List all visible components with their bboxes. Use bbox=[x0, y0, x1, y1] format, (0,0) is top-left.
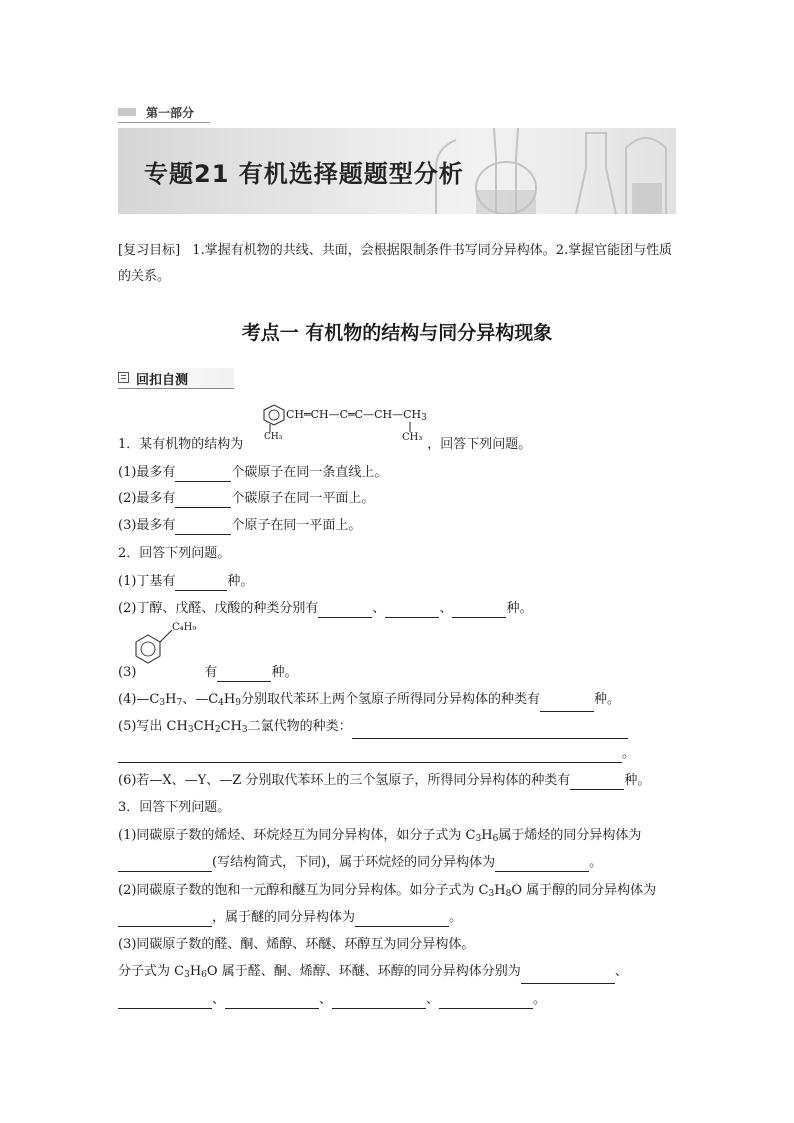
answer-blank[interactable] bbox=[540, 697, 594, 712]
subsection-tag bbox=[118, 368, 234, 389]
answer-blank[interactable] bbox=[352, 724, 628, 739]
subsection-title: 回扣自测 bbox=[136, 373, 189, 388]
q2-part6: (6)若—X、—Y、—Z 分别取代苯环上的三个氢原子，所得同分异构体的种类有 种。 bbox=[118, 773, 651, 788]
q1-part2: (2)最多有 个碳原子在同一平面上。 bbox=[118, 491, 375, 506]
answer-blank[interactable] bbox=[439, 994, 533, 1009]
q2-part3: (3) 有 种。 bbox=[118, 665, 298, 680]
section-title: 考点一 有机物的结构与同分异构现象 bbox=[241, 322, 553, 344]
answer-blank[interactable] bbox=[118, 748, 622, 763]
answer-blank[interactable] bbox=[521, 969, 615, 984]
main-chain-text: $CH═CH—C═C—CH—CH_3$ bbox=[286, 408, 427, 423]
q2-part4: $(4)—C_3H_7$、$—C_4H_9$分别取代苯环上两个氢原子所得同分异构体的种类有 种。 bbox=[118, 691, 620, 712]
review-goal bbox=[118, 238, 678, 290]
answer-blank[interactable] bbox=[217, 667, 271, 682]
answer-blank[interactable] bbox=[332, 994, 426, 1009]
q1-part1: (1)最多有 个碳原子在同一条直线上。 bbox=[118, 465, 388, 480]
q1-intro: 1．某有机物的结构为 ，回答下列问题。 bbox=[118, 437, 532, 452]
q3-part3: (3)同碳原子数的醛、酮、烯醇、环醚、环醇互为同分异构体。 bbox=[118, 937, 475, 952]
ring-ch3: CH₃ bbox=[264, 432, 283, 442]
list-icon bbox=[118, 372, 129, 383]
c4h9-label: C₄H₉ bbox=[172, 622, 197, 633]
goal-label: [复习目标] bbox=[118, 243, 181, 258]
q2-part5: (5)写出 $CH_3CH_2CH_3$二氯代物的种类： bbox=[118, 718, 628, 739]
q2-part1: (1)丁基有 种。 bbox=[118, 574, 254, 589]
q3-part3-b: 分子式为 $C_3H_6O$ 属于醛、酮、烯醇、环醚、环醇的同分异构体分别为 、 bbox=[118, 963, 628, 984]
answer-blank[interactable] bbox=[570, 775, 624, 790]
answer-blank[interactable] bbox=[118, 994, 212, 1009]
q2-intro: 2．回答下列问题。 bbox=[118, 546, 231, 561]
answer-blank[interactable] bbox=[385, 603, 439, 618]
topic-banner bbox=[118, 128, 676, 214]
answer-blank[interactable] bbox=[225, 994, 319, 1009]
answer-blank[interactable] bbox=[318, 603, 372, 618]
goal-text: 1.掌握有机物的共线、共面，会根据限制条件书写同分异构体。2.掌握官能团与性质的关系。 bbox=[118, 243, 673, 284]
branch-ch3: CH₃ bbox=[402, 432, 423, 443]
q2-part5-cont: 。 bbox=[118, 745, 635, 763]
answer-blank[interactable] bbox=[175, 493, 231, 508]
q3-part1: (1)同碳原子数的烯烃、环烷烃互为同分异构体，如分子式为 $C_3H_6$属于烯烃的同分异构体为 bbox=[118, 828, 642, 844]
answer-blank[interactable] bbox=[495, 857, 589, 872]
part-label-text: 第一部分 bbox=[146, 106, 195, 120]
q3-part3-cont: 、 、 、 。 bbox=[118, 991, 546, 1009]
answer-blank[interactable] bbox=[355, 912, 449, 927]
answer-blank[interactable] bbox=[175, 520, 231, 535]
answer-blank[interactable] bbox=[452, 603, 506, 618]
part-label bbox=[118, 104, 210, 123]
q3-part1-cont: (写结构简式，下同)，属于环烷烃的同分异构体为 。 bbox=[118, 854, 602, 872]
q1-part3: (3)最多有 个原子在同一平面上。 bbox=[118, 518, 362, 533]
q3-intro: 3．回答下列问题。 bbox=[118, 800, 231, 815]
part-marker bbox=[118, 108, 136, 116]
banner-title: 专题21 有机选择题题型分析 bbox=[144, 160, 464, 188]
q3-part2: (2)同碳原子数的饱和一元醇和醚互为同分异构体。如分子式为 $C_3H_8O$ 属于醇的同分异构体为 bbox=[118, 883, 657, 899]
q2-part2: (2)丁醇、戊醛、戊酸的种类分别有 、 、 种。 bbox=[118, 601, 533, 616]
answer-blank[interactable] bbox=[118, 857, 212, 872]
answer-blank[interactable] bbox=[118, 912, 212, 927]
answer-blank[interactable] bbox=[175, 576, 227, 591]
answer-blank[interactable] bbox=[175, 467, 231, 482]
q3-part2-cont: ，属于醚的同分异构体为 。 bbox=[118, 909, 462, 927]
